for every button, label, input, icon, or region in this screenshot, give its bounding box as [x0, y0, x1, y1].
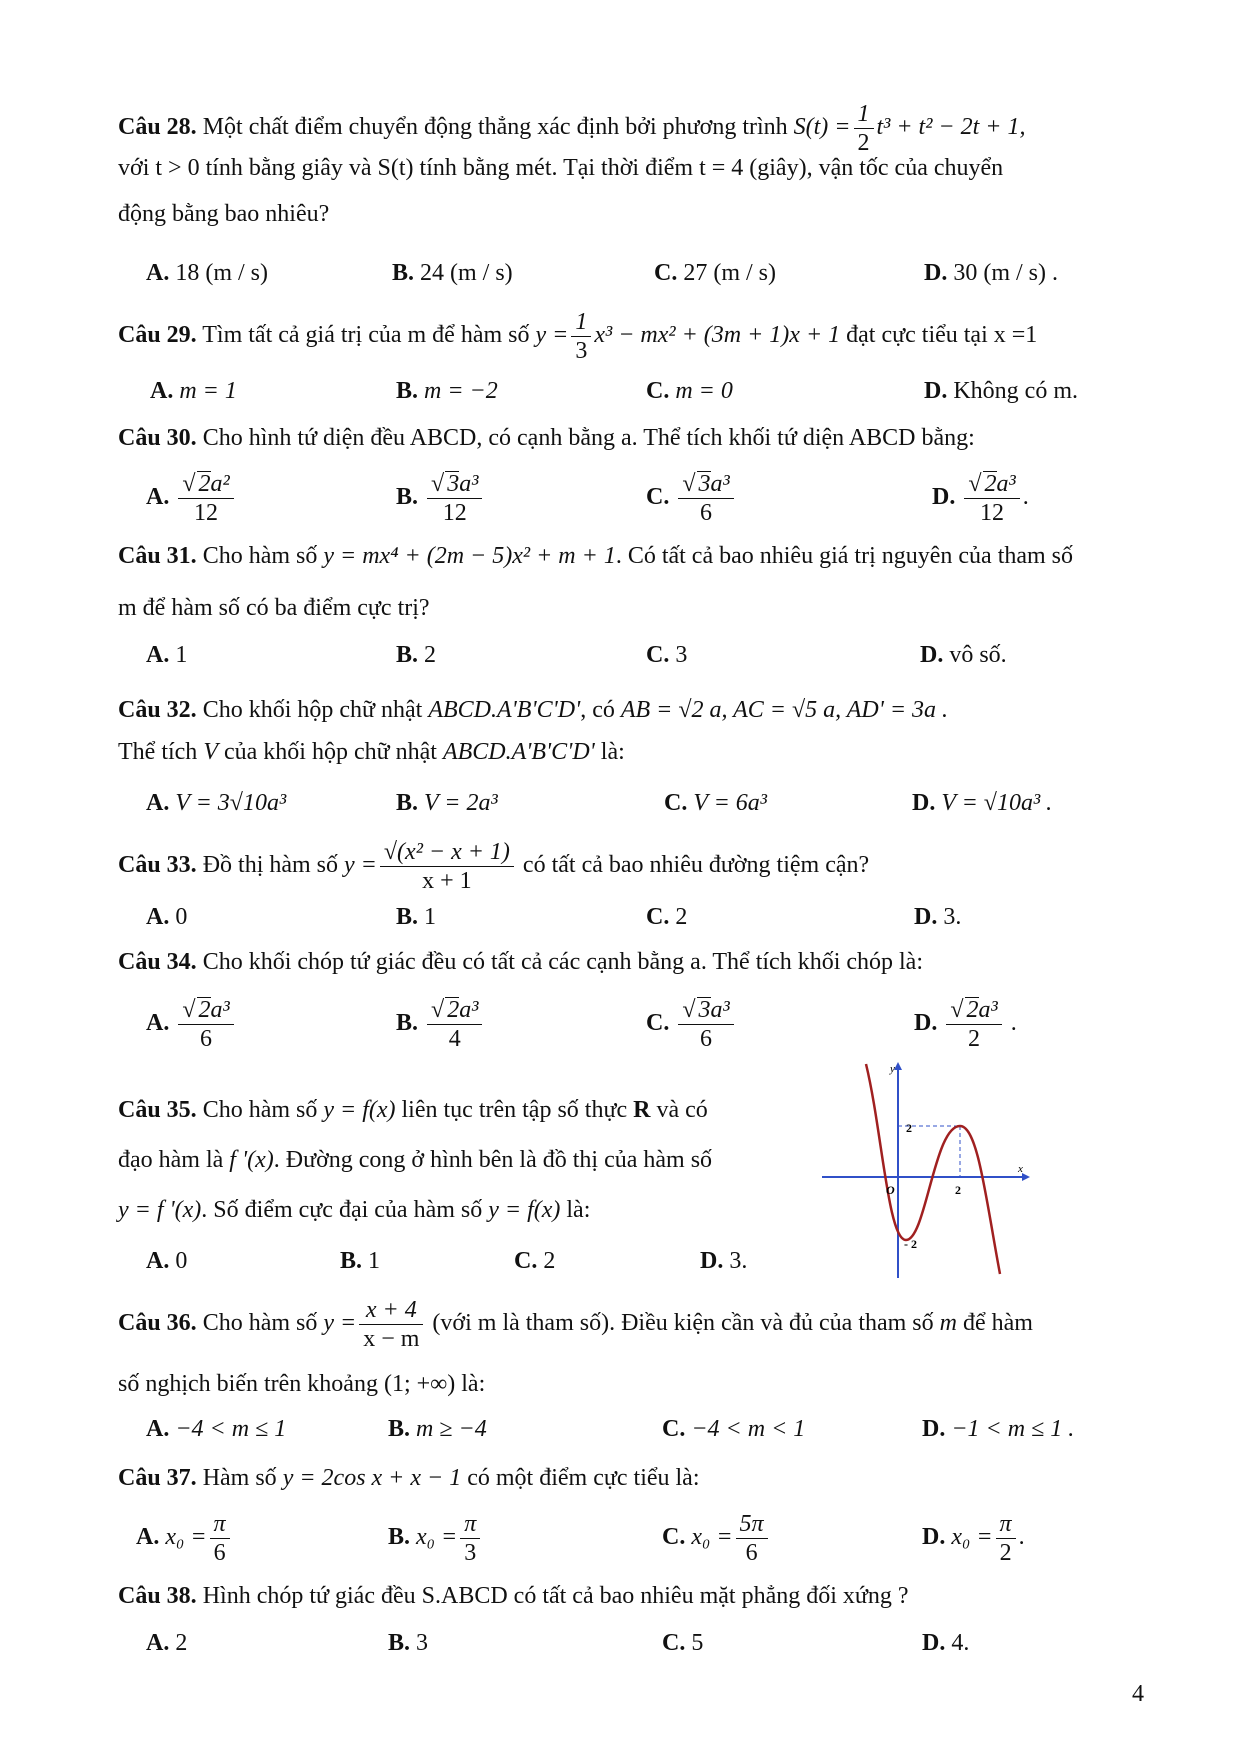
option-d: D. −1 < m ≤ 1 . — [922, 1416, 1075, 1442]
question-text-line: đạo hàm là f '(x). Đường cong ở hình bên là đồ thị của hàm số — [118, 1147, 713, 1173]
tick-label-y-bottom: - 2 — [904, 1237, 917, 1251]
option-d: D. V = √10a³ . — [912, 790, 1053, 816]
question-text-line: Thể tích V của khối hộp chữ nhật ABCD.A'B'C'D' là: — [118, 739, 625, 765]
option-a: A. 0 — [146, 904, 188, 930]
formula: S(t) = — [793, 114, 851, 141]
question-text: đạt cực tiểu tại x =1 — [846, 322, 1038, 349]
option-a: A. 2 — [146, 1630, 188, 1656]
option-c: C. m = 0 — [646, 378, 733, 404]
question-34 — [118, 946, 923, 978]
option-a: A. 18 (m / s) — [146, 260, 269, 286]
option-b: B. x₀ = $\frac{\pi}{3}$ — [388, 1510, 483, 1567]
option-d: D. vô số. — [920, 642, 1007, 668]
option-c: C. $\frac{\text{√ 3a³}}{6}$ — [646, 996, 737, 1053]
fraction: $\frac{1}{3}$ — [571, 308, 591, 365]
question-label: Câu 34. — [118, 949, 197, 975]
question-text: , có — [580, 697, 615, 723]
question-31 — [118, 540, 1073, 572]
question-text: Cho hàm số — [202, 543, 318, 569]
option-a: A. m = 1 — [150, 378, 237, 404]
question-text: (với m là tham số). Điều kiện cần và đủ của tham số — [432, 1310, 934, 1337]
option-d: D. x₀ = $\frac{\pi}{2}$ . — [922, 1511, 1025, 1566]
y-axis-label: y — [890, 1063, 895, 1075]
fraction: $\frac{\text{√(x² − x + 1)}}{x + 1}$ — [380, 838, 514, 895]
option-b: B. 24 (m / s) — [392, 260, 513, 286]
option-c: C. 5 — [662, 1630, 704, 1656]
question-text: Cho khối chóp tứ giác đều có tất cả các cạnh bằng a. Thể tích khối chóp là: — [202, 949, 924, 975]
formula: y = — [323, 1310, 357, 1337]
question-text: Một chất điểm chuyển động thẳng xác định bởi phương trình — [202, 114, 788, 141]
option-b: B. m = −2 — [396, 378, 498, 404]
option-d: D. $\frac{\text{√ 2a³}}{12}$ . — [932, 471, 1029, 526]
question-label: Câu 30. — [118, 425, 197, 451]
derivative-graph — [822, 1060, 1032, 1280]
question-text: có tất cả bao nhiêu đường tiệm cận? — [522, 852, 870, 879]
option-a: A. x₀ = $\frac{\pi}{6}$ — [136, 1510, 233, 1567]
question-text: liên tục trên tập số thực — [401, 1097, 628, 1123]
question-text: . Có tất cả bao nhiêu giá trị nguyên của tham số — [615, 543, 1074, 569]
question-label: Câu 28. — [118, 114, 197, 141]
question-text: Cho khối hộp chữ nhật — [202, 697, 423, 723]
option-b: B. 1 — [396, 904, 437, 930]
option-b: B. $\frac{\text{√ 2a³}}{4}$ — [396, 996, 485, 1053]
question-text: Hình chóp tứ giác đều S.ABCD có tất cả bao nhiêu mặt phẳng đối xứng ? — [202, 1583, 909, 1609]
option-c: C. −4 < m < 1 — [662, 1416, 806, 1442]
question-text-line: động bằng bao nhiêu? — [118, 201, 330, 227]
fraction: $\frac{x + 4}{x - m}$ — [359, 1296, 423, 1353]
option-b: B. m ≥ −4 — [388, 1416, 487, 1442]
option-c: C. 3 — [646, 642, 688, 668]
curve-f-prime — [866, 1064, 1000, 1274]
question-text: và có — [656, 1097, 708, 1123]
option-c: C. V = 6a³ — [664, 790, 767, 816]
question-text: Đồ thị hàm số — [202, 852, 339, 879]
question-33 — [118, 838, 869, 895]
question-38 — [118, 1580, 909, 1612]
option-c: C. 2 — [646, 904, 688, 930]
question-text: Tìm tất cả giá trị của m để hàm số — [202, 322, 530, 349]
question-text: có một điểm cực tiểu là: — [467, 1465, 700, 1491]
question-text-line: số nghịch biến trên khoảng (1; +∞) là: — [118, 1371, 486, 1397]
question-37 — [118, 1462, 700, 1494]
question-label: Câu 38. — [118, 1583, 197, 1609]
formula: AB = √2 a, AC = √5 a, AD' = 3a . — [620, 697, 949, 723]
question-label: Câu 37. — [118, 1465, 197, 1491]
option-c: C. x₀ = $\frac{5\pi}{6}$ — [662, 1510, 771, 1567]
option-d: D. $\frac{\text{√ 2a³}}{2}$ . — [914, 997, 1017, 1052]
formula: y = mx⁴ + (2m − 5)x² + m + 1 — [323, 543, 616, 569]
question-30 — [118, 422, 975, 454]
question-text-line: với t > 0 tính bằng giây và S(t) tính bằng mét. Tại thời điểm t = 4 (giây), vận tốc của chuyển — [118, 155, 1004, 181]
question-text: Hàm số — [202, 1465, 277, 1491]
option-b: B. 2 — [396, 642, 437, 668]
option-b: B. 1 — [340, 1248, 381, 1274]
option-d: D. 3. — [914, 904, 962, 930]
x-axis-label: x — [1018, 1163, 1023, 1175]
question-text-line: m để hàm số có ba điểm cực trị? — [118, 595, 430, 621]
option-d: D. 4. — [922, 1630, 970, 1656]
question-text: Cho hàm số — [202, 1310, 318, 1337]
x-axis-arrow — [1022, 1173, 1030, 1181]
option-a: A. V = 3√10a³ — [146, 790, 287, 816]
option-a: A. $\frac{\text{√ 2a³}}{6}$ — [146, 996, 237, 1053]
option-a: A. 0 — [146, 1248, 188, 1274]
option-b: B. V = 2a³ — [396, 790, 498, 816]
option-a: A. −4 < m ≤ 1 — [146, 1416, 287, 1442]
option-d: D. 3. — [700, 1248, 748, 1274]
question-label: Câu 29. — [118, 322, 197, 349]
question-text: Cho hàm số — [202, 1097, 318, 1123]
y-axis-arrow — [894, 1062, 902, 1070]
origin-label: O — [886, 1183, 895, 1197]
question-label: Câu 36. — [118, 1310, 197, 1337]
formula: y = f(x) — [323, 1097, 396, 1123]
formula: y = — [344, 852, 377, 879]
fraction: $\frac{1}{2}$ — [854, 100, 874, 157]
real-numbers-symbol: R — [633, 1097, 651, 1123]
option-b: B. 3 — [388, 1630, 429, 1656]
page-number: 4 — [1132, 1681, 1144, 1707]
formula: ABCD.A'B'C'D' — [428, 697, 581, 723]
question-label: Câu 35. — [118, 1097, 197, 1123]
question-text: Cho hình tứ diện đều ABCD, có cạnh bằng a. Thể tích khối tứ diện ABCD bằng: — [202, 425, 975, 451]
formula: y = 2cos x + x − 1 — [282, 1465, 462, 1491]
option-a: A. $\frac{\text{√ 2a²}}{12}$ — [146, 470, 237, 527]
option-d: D. 30 (m / s) . — [924, 260, 1059, 286]
question-35 — [118, 1094, 708, 1126]
tick-label-x: 2 — [955, 1183, 961, 1197]
tick-label-y-top: 2 — [906, 1121, 912, 1135]
question-label: Câu 33. — [118, 852, 197, 879]
formula: y = — [535, 322, 569, 349]
formula: t³ + t² − 2t + 1, — [876, 114, 1026, 141]
question-32 — [118, 694, 948, 726]
formula: x³ − mx² + (3m + 1)x + 1 — [594, 322, 841, 349]
question-label: Câu 32. — [118, 697, 197, 723]
option-d: D. Không có m. — [924, 378, 1078, 404]
option-c: C. 2 — [514, 1248, 556, 1274]
option-b: B. $\frac{\text{√ 3a³}}{12}$ — [396, 470, 485, 527]
question-text: để hàm — [963, 1310, 1033, 1337]
question-label: Câu 31. — [118, 543, 197, 569]
question-36: Câu 36. Cho hàm số y = $\frac{x + 4}{x - m}$ (với m là tham số). Điều kiện cần và đủ của tham số m để hàm — [118, 1297, 1033, 1352]
option-c: C. 27 (m / s) — [654, 260, 777, 286]
option-c: C. $\frac{\text{√ 3a³}}{6}$ — [646, 470, 737, 527]
question-29 — [118, 308, 1037, 365]
option-a: A. 1 — [146, 642, 188, 668]
question-text-line: y = f '(x). Số điểm cực đại của hàm số y = f(x) là: — [118, 1197, 591, 1223]
question-28 — [118, 100, 1025, 157]
